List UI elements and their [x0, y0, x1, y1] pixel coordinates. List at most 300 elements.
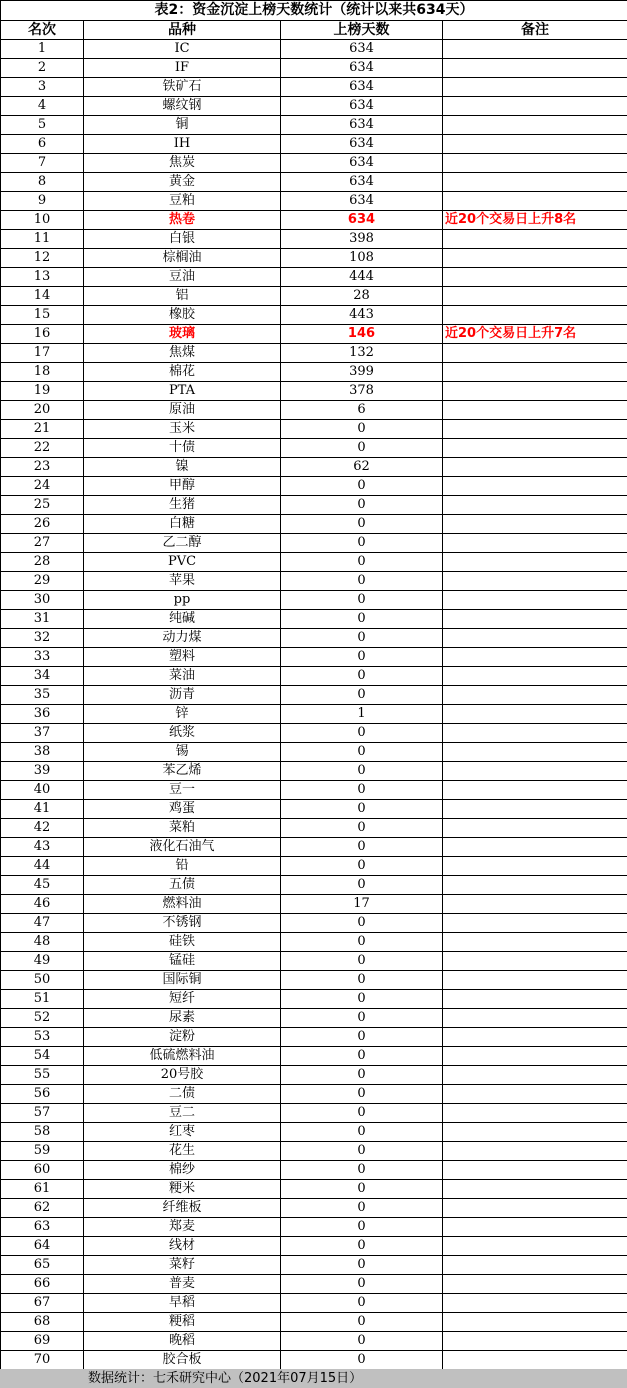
days-cell: 0 — [281, 686, 443, 705]
rank-cell: 17 — [1, 344, 84, 363]
days-cell: 0 — [281, 1009, 443, 1028]
variety-cell: 豆一 — [84, 781, 281, 800]
table-row — [1, 800, 627, 819]
variety-cell: 白银 — [84, 230, 281, 249]
remark-cell — [443, 971, 627, 990]
variety-cell: 国际铜 — [84, 971, 281, 990]
table-row — [1, 990, 627, 1009]
table-row — [1, 572, 627, 591]
remark-cell — [443, 933, 627, 952]
days-cell: 0 — [281, 553, 443, 572]
remark-cell — [443, 287, 627, 306]
variety-cell: 铅 — [84, 857, 281, 876]
table-row — [1, 705, 627, 724]
variety-cell: 普麦 — [84, 1275, 281, 1294]
rank-cell: 2 — [1, 59, 84, 78]
rank-cell: 57 — [1, 1104, 84, 1123]
table-row — [1, 610, 627, 629]
table-row — [1, 1313, 627, 1332]
table-row — [1, 1218, 627, 1237]
days-cell: 634 — [281, 135, 443, 154]
rank-cell: 51 — [1, 990, 84, 1009]
table-row — [1, 724, 627, 743]
rank-cell: 21 — [1, 420, 84, 439]
table-row — [1, 667, 627, 686]
days-cell: 0 — [281, 1256, 443, 1275]
table-row — [1, 1332, 627, 1351]
days-cell: 0 — [281, 1199, 443, 1218]
days-cell: 0 — [281, 857, 443, 876]
table-row — [1, 1351, 627, 1370]
days-cell: 0 — [281, 933, 443, 952]
days-cell: 28 — [281, 287, 443, 306]
table-row — [1, 648, 627, 667]
variety-cell: 菜油 — [84, 667, 281, 686]
remark-cell — [443, 1066, 627, 1085]
days-cell: 17 — [281, 895, 443, 914]
remark-cell — [443, 344, 627, 363]
remark-cell: 近20个交易日上升7名 — [443, 325, 627, 344]
variety-cell: 苯乙烯 — [84, 762, 281, 781]
days-cell: 0 — [281, 914, 443, 933]
days-cell: 0 — [281, 971, 443, 990]
rank-cell: 67 — [1, 1294, 84, 1313]
remark-cell — [443, 914, 627, 933]
variety-cell: 螺纹钢 — [84, 97, 281, 116]
table-row — [1, 287, 627, 306]
table-row — [1, 458, 627, 477]
rank-cell: 34 — [1, 667, 84, 686]
days-cell: 443 — [281, 306, 443, 325]
table-row — [1, 553, 627, 572]
days-cell: 634 — [281, 192, 443, 211]
variety-cell: 郑麦 — [84, 1218, 281, 1237]
table-row — [1, 762, 627, 781]
table-row — [1, 876, 627, 895]
rank-cell: 62 — [1, 1199, 84, 1218]
variety-cell: 苹果 — [84, 572, 281, 591]
remark-cell — [443, 40, 627, 59]
table-row — [1, 591, 627, 610]
rank-cell: 30 — [1, 591, 84, 610]
variety-cell: 黄金 — [84, 173, 281, 192]
remark-cell — [443, 610, 627, 629]
variety-cell: 晚稻 — [84, 1332, 281, 1351]
header-remark: 备注 — [443, 21, 627, 40]
remark-cell — [443, 1028, 627, 1047]
table-row — [1, 116, 627, 135]
days-cell: 132 — [281, 344, 443, 363]
table-row — [1, 895, 627, 914]
table-row — [1, 1047, 627, 1066]
remark-cell — [443, 819, 627, 838]
variety-cell: IF — [84, 59, 281, 78]
days-cell: 0 — [281, 724, 443, 743]
rank-cell: 64 — [1, 1237, 84, 1256]
variety-cell: 焦炭 — [84, 154, 281, 173]
days-cell: 0 — [281, 496, 443, 515]
header-rank: 名次 — [1, 21, 84, 40]
remark-cell: 近20个交易日上升8名 — [443, 211, 627, 230]
days-cell: 0 — [281, 1047, 443, 1066]
rank-cell: 69 — [1, 1332, 84, 1351]
days-cell: 0 — [281, 1066, 443, 1085]
remark-cell — [443, 1218, 627, 1237]
variety-cell: 白糖 — [84, 515, 281, 534]
variety-cell: 橡胶 — [84, 306, 281, 325]
remark-cell — [443, 572, 627, 591]
days-cell: 0 — [281, 591, 443, 610]
remark-cell — [443, 1332, 627, 1351]
variety-cell: 二债 — [84, 1085, 281, 1104]
table-row — [1, 401, 627, 420]
variety-cell: 豆油 — [84, 268, 281, 287]
days-cell: 0 — [281, 1104, 443, 1123]
rank-cell: 4 — [1, 97, 84, 116]
table-row — [1, 325, 627, 344]
variety-cell: 线材 — [84, 1237, 281, 1256]
remark-cell — [443, 1161, 627, 1180]
variety-cell: 塑料 — [84, 648, 281, 667]
days-cell: 634 — [281, 40, 443, 59]
table-row — [1, 211, 627, 230]
remark-cell — [443, 1256, 627, 1275]
days-cell: 108 — [281, 249, 443, 268]
rank-cell: 5 — [1, 116, 84, 135]
table-row — [1, 971, 627, 990]
rank-cell: 37 — [1, 724, 84, 743]
table-row — [1, 420, 627, 439]
variety-cell: 粳米 — [84, 1180, 281, 1199]
variety-cell: 纤维板 — [84, 1199, 281, 1218]
days-cell: 0 — [281, 1351, 443, 1370]
days-cell: 1 — [281, 705, 443, 724]
remark-cell — [443, 363, 627, 382]
rank-cell: 28 — [1, 553, 84, 572]
rank-cell: 8 — [1, 173, 84, 192]
remark-cell — [443, 1085, 627, 1104]
variety-cell: IH — [84, 135, 281, 154]
table-row — [1, 1275, 627, 1294]
table-row — [1, 439, 627, 458]
days-cell: 398 — [281, 230, 443, 249]
table-row — [1, 477, 627, 496]
variety-cell: 纯碱 — [84, 610, 281, 629]
table-row — [1, 1294, 627, 1313]
rank-cell: 11 — [1, 230, 84, 249]
variety-cell: 豆粕 — [84, 192, 281, 211]
variety-cell: 花生 — [84, 1142, 281, 1161]
variety-cell: 铜 — [84, 116, 281, 135]
days-cell: 0 — [281, 610, 443, 629]
variety-cell: 原油 — [84, 401, 281, 420]
rank-cell: 38 — [1, 743, 84, 762]
remark-cell — [443, 724, 627, 743]
variety-cell: 尿素 — [84, 1009, 281, 1028]
remark-cell — [443, 173, 627, 192]
variety-cell: 胶合板 — [84, 1351, 281, 1370]
rank-cell: 49 — [1, 952, 84, 971]
rank-cell: 14 — [1, 287, 84, 306]
days-cell: 634 — [281, 211, 443, 230]
remark-cell — [443, 1009, 627, 1028]
table-row — [1, 192, 627, 211]
rank-cell: 22 — [1, 439, 84, 458]
table-row — [1, 40, 627, 59]
table-row — [1, 1237, 627, 1256]
table-row — [1, 914, 627, 933]
table-row — [1, 97, 627, 116]
remark-cell — [443, 800, 627, 819]
remark-cell — [443, 192, 627, 211]
days-cell: 634 — [281, 173, 443, 192]
footer-source: 数据统计：七禾研究中心（2021年07月15日） — [0, 1369, 627, 1388]
variety-cell: 玻璃 — [84, 325, 281, 344]
table-row — [1, 534, 627, 553]
days-cell: 146 — [281, 325, 443, 344]
remark-cell — [443, 458, 627, 477]
rank-cell: 25 — [1, 496, 84, 515]
variety-cell: 玉米 — [84, 420, 281, 439]
variety-cell: 淀粉 — [84, 1028, 281, 1047]
table-title-row — [1, 1, 627, 21]
rank-cell: 52 — [1, 1009, 84, 1028]
table-row — [1, 306, 627, 325]
days-cell: 0 — [281, 1218, 443, 1237]
table-row — [1, 382, 627, 401]
variety-cell: 低硫燃料油 — [84, 1047, 281, 1066]
rank-cell: 45 — [1, 876, 84, 895]
rank-cell: 65 — [1, 1256, 84, 1275]
rank-cell: 60 — [1, 1161, 84, 1180]
table-row — [1, 1199, 627, 1218]
table-row — [1, 838, 627, 857]
variety-cell: 棉纱 — [84, 1161, 281, 1180]
remark-cell — [443, 838, 627, 857]
table-row — [1, 1066, 627, 1085]
rank-cell: 61 — [1, 1180, 84, 1199]
table-row — [1, 154, 627, 173]
days-cell: 0 — [281, 838, 443, 857]
variety-cell: 焦煤 — [84, 344, 281, 363]
rank-cell: 29 — [1, 572, 84, 591]
remark-cell — [443, 439, 627, 458]
remark-cell — [443, 591, 627, 610]
days-cell: 0 — [281, 1180, 443, 1199]
rank-cell: 27 — [1, 534, 84, 553]
rank-cell: 40 — [1, 781, 84, 800]
days-cell: 0 — [281, 1332, 443, 1351]
variety-cell: 棉花 — [84, 363, 281, 382]
remark-cell — [443, 97, 627, 116]
table-row — [1, 344, 627, 363]
variety-cell: 不锈钢 — [84, 914, 281, 933]
table-row — [1, 230, 627, 249]
days-cell: 0 — [281, 990, 443, 1009]
table-row — [1, 59, 627, 78]
rank-cell: 19 — [1, 382, 84, 401]
rank-cell: 58 — [1, 1123, 84, 1142]
days-cell: 0 — [281, 1142, 443, 1161]
rank-cell: 70 — [1, 1351, 84, 1370]
table-row — [1, 1256, 627, 1275]
rank-cell: 55 — [1, 1066, 84, 1085]
days-cell: 0 — [281, 781, 443, 800]
days-cell: 634 — [281, 116, 443, 135]
table-row — [1, 743, 627, 762]
rank-cell: 39 — [1, 762, 84, 781]
variety-cell: IC — [84, 40, 281, 59]
variety-cell: pp — [84, 591, 281, 610]
days-cell: 0 — [281, 477, 443, 496]
days-cell: 0 — [281, 648, 443, 667]
remark-cell — [443, 781, 627, 800]
rank-cell: 48 — [1, 933, 84, 952]
table-row — [1, 515, 627, 534]
remark-cell — [443, 249, 627, 268]
table-row — [1, 1161, 627, 1180]
remark-cell — [443, 1123, 627, 1142]
days-cell: 0 — [281, 743, 443, 762]
table-row — [1, 363, 627, 382]
remark-cell — [443, 1199, 627, 1218]
days-cell: 0 — [281, 1085, 443, 1104]
remark-cell — [443, 116, 627, 135]
rank-cell: 7 — [1, 154, 84, 173]
days-cell: 634 — [281, 59, 443, 78]
rank-cell: 63 — [1, 1218, 84, 1237]
table-row — [1, 1009, 627, 1028]
variety-cell: 棕榈油 — [84, 249, 281, 268]
table-row — [1, 1180, 627, 1199]
rank-cell: 24 — [1, 477, 84, 496]
rank-cell: 32 — [1, 629, 84, 648]
rank-cell: 26 — [1, 515, 84, 534]
rank-cell: 15 — [1, 306, 84, 325]
days-cell: 0 — [281, 1294, 443, 1313]
rank-cell: 53 — [1, 1028, 84, 1047]
variety-cell: 镍 — [84, 458, 281, 477]
days-cell: 0 — [281, 1161, 443, 1180]
table-row — [1, 933, 627, 952]
remark-cell — [443, 496, 627, 515]
remark-cell — [443, 1180, 627, 1199]
remark-cell — [443, 686, 627, 705]
remark-cell — [443, 667, 627, 686]
days-cell: 0 — [281, 667, 443, 686]
rank-cell: 18 — [1, 363, 84, 382]
table-row — [1, 78, 627, 97]
days-cell: 0 — [281, 952, 443, 971]
remark-cell — [443, 1047, 627, 1066]
variety-cell: 菜粕 — [84, 819, 281, 838]
remark-cell — [443, 743, 627, 762]
rank-cell: 66 — [1, 1275, 84, 1294]
table-row — [1, 496, 627, 515]
remark-cell — [443, 1237, 627, 1256]
days-cell: 0 — [281, 534, 443, 553]
rank-cell: 35 — [1, 686, 84, 705]
remark-cell — [443, 154, 627, 173]
rank-cell: 42 — [1, 819, 84, 838]
remark-cell — [443, 990, 627, 1009]
variety-cell: 五债 — [84, 876, 281, 895]
remark-cell — [443, 515, 627, 534]
days-cell: 62 — [281, 458, 443, 477]
rank-cell: 56 — [1, 1085, 84, 1104]
days-cell: 0 — [281, 515, 443, 534]
days-cell: 0 — [281, 1237, 443, 1256]
days-cell: 0 — [281, 762, 443, 781]
variety-cell: 铝 — [84, 287, 281, 306]
variety-cell: 红枣 — [84, 1123, 281, 1142]
rank-cell: 1 — [1, 40, 84, 59]
remark-cell — [443, 895, 627, 914]
variety-cell: 菜籽 — [84, 1256, 281, 1275]
days-cell: 0 — [281, 876, 443, 895]
days-cell: 0 — [281, 420, 443, 439]
remark-cell — [443, 78, 627, 97]
remark-cell — [443, 629, 627, 648]
rank-cell: 54 — [1, 1047, 84, 1066]
days-cell: 6 — [281, 401, 443, 420]
variety-cell: 甲醇 — [84, 477, 281, 496]
header-days: 上榜天数 — [281, 21, 443, 40]
rank-cell: 23 — [1, 458, 84, 477]
variety-cell: 热卷 — [84, 211, 281, 230]
rank-cell: 68 — [1, 1313, 84, 1332]
remark-cell — [443, 705, 627, 724]
days-cell: 378 — [281, 382, 443, 401]
table-row — [1, 857, 627, 876]
variety-cell: 锰硅 — [84, 952, 281, 971]
days-cell: 0 — [281, 1028, 443, 1047]
table-row — [1, 249, 627, 268]
variety-cell: 纸浆 — [84, 724, 281, 743]
rank-cell: 13 — [1, 268, 84, 287]
rank-cell: 46 — [1, 895, 84, 914]
variety-cell: 短纤 — [84, 990, 281, 1009]
days-cell: 0 — [281, 439, 443, 458]
variety-cell: 铁矿石 — [84, 78, 281, 97]
rank-cell: 36 — [1, 705, 84, 724]
variety-cell: 动力煤 — [84, 629, 281, 648]
variety-cell: 锡 — [84, 743, 281, 762]
rank-cell: 59 — [1, 1142, 84, 1161]
remark-cell — [443, 553, 627, 572]
days-cell: 0 — [281, 1123, 443, 1142]
days-cell: 0 — [281, 1313, 443, 1332]
days-cell: 0 — [281, 629, 443, 648]
variety-cell: 燃料油 — [84, 895, 281, 914]
days-cell: 634 — [281, 78, 443, 97]
days-cell: 399 — [281, 363, 443, 382]
table-row — [1, 1142, 627, 1161]
variety-cell: PVC — [84, 553, 281, 572]
days-cell: 0 — [281, 819, 443, 838]
table-title: 表2：资金沉淀上榜天数统计（统计以来共634天） — [1, 1, 627, 21]
rank-cell: 16 — [1, 325, 84, 344]
table-row — [1, 1123, 627, 1142]
remark-cell — [443, 534, 627, 553]
rank-cell: 9 — [1, 192, 84, 211]
variety-cell: 硅铁 — [84, 933, 281, 952]
rank-cell: 3 — [1, 78, 84, 97]
rank-cell: 10 — [1, 211, 84, 230]
remark-cell — [443, 648, 627, 667]
rank-cell: 31 — [1, 610, 84, 629]
table-row — [1, 686, 627, 705]
